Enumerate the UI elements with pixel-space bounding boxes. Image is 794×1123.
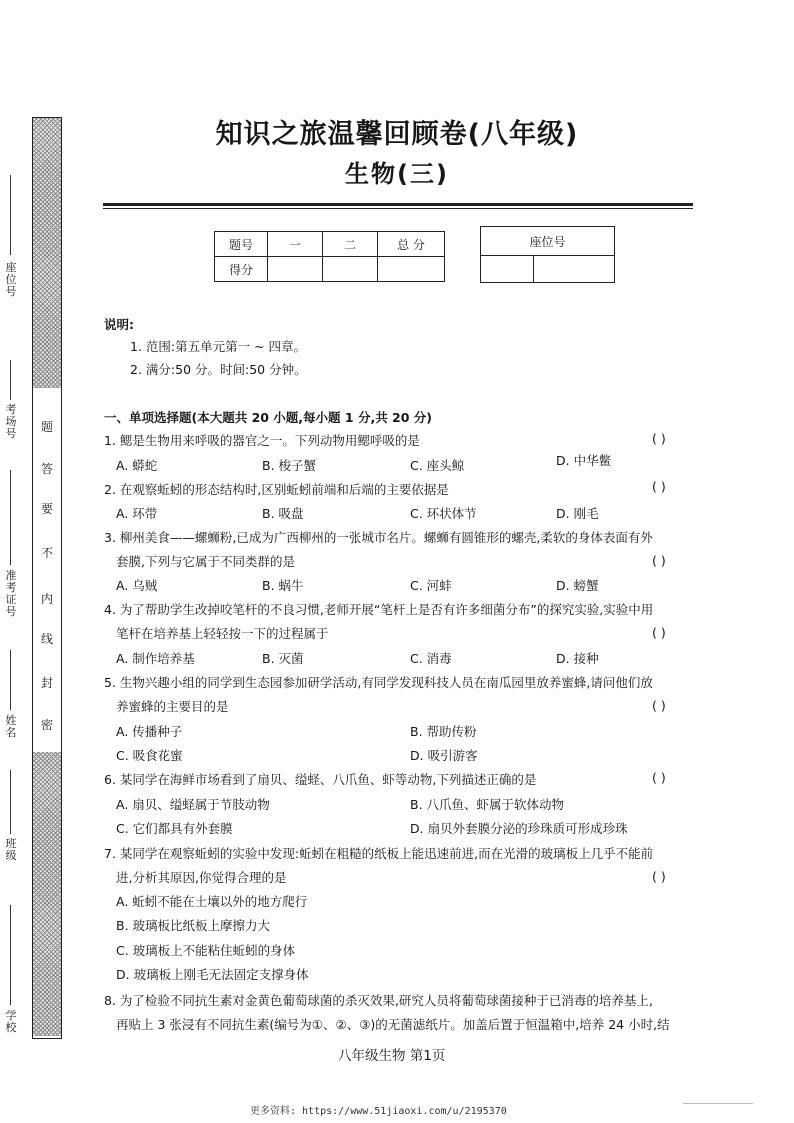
- question-stem: 5. 生物兴趣小组的同学到生态园参加研学活动,有同学发现科技人员在南瓜园里放养蜜蜂,请问他们放: [104, 675, 653, 690]
- question-stem: 3. 柳州美食——螺蛳粉,已成为广西柳州的一张城市名片。螺蛳有圆锥形的螺壳,柔软的身体表面有外: [104, 530, 653, 545]
- option: B. 玻璃板比纸板上摩擦力大: [116, 918, 271, 933]
- option: A. 蚯蚓不能在土壤以外的地方爬行: [116, 894, 308, 909]
- score-row-label: 得分: [215, 257, 268, 282]
- answer-paren[interactable]: ( ): [652, 625, 666, 640]
- question-stem: 4. 为了帮助学生改掉咬笔杆的不良习惯,老师开展“笔杆上是否有许多细菌分布”的探究实验,实验中用: [104, 602, 654, 617]
- seal-hatch-top: [33, 118, 61, 388]
- question-stem-cont: 养蜜蜂的主要目的是: [116, 699, 229, 714]
- school-line: [10, 905, 11, 1005]
- seal-char: 答: [40, 462, 53, 476]
- question-stem: 7. 某同学在观察蚯蚓的实验中发现:蚯蚓在粗糙的纸板上能迅速前进,而在光滑的玻璃板上几乎不能前: [104, 846, 654, 861]
- answer-paren[interactable]: ( ): [652, 770, 666, 785]
- instructions-heading: 说明:: [104, 317, 134, 332]
- option: C. 吸食花蜜: [116, 748, 183, 763]
- option: B. 吸盘: [262, 506, 304, 521]
- exam-subtitle: 生物(三): [345, 160, 449, 188]
- option: D. 螃蟹: [556, 578, 599, 593]
- option: C. 座头鲸: [410, 458, 465, 473]
- seat-number-label: 座位号: [5, 261, 17, 298]
- corner-mark: [683, 1103, 753, 1104]
- name-label: 姓名: [5, 714, 17, 739]
- score-header-cell: 题号: [215, 232, 268, 257]
- ticket-number-line: [10, 470, 11, 565]
- answer-paren[interactable]: ( ): [652, 869, 666, 884]
- option: D. 玻璃板上刚毛无法固定支撑身体: [116, 967, 309, 982]
- question-stem-cont: 套膜,下列与它属于不同类群的是: [116, 554, 295, 569]
- answer-paren[interactable]: ( ): [652, 698, 666, 713]
- class-line: [10, 770, 11, 834]
- option: C. 消毒: [410, 651, 452, 666]
- seal-char: 密: [40, 718, 53, 732]
- answer-paren[interactable]: ( ): [652, 553, 666, 568]
- seal-char: 线: [40, 632, 53, 646]
- school-label: 学校: [5, 1009, 17, 1034]
- seat-number-cell[interactable]: [534, 256, 615, 283]
- seat-number-line: [10, 175, 11, 255]
- seal-hatch-bottom: [33, 752, 61, 1036]
- score-table: [214, 231, 445, 282]
- score-header-cell: 一: [268, 232, 323, 257]
- option: D. 刚毛: [556, 506, 599, 521]
- exam-title: 知识之旅温馨回顾卷(八年级): [215, 119, 579, 150]
- option: A. 传播种子: [116, 724, 183, 739]
- section-heading: 一、单项选择题(本大题共 20 小题,每小题 1 分,共 20 分): [104, 410, 433, 425]
- class-label: 班级: [5, 837, 17, 862]
- answer-paren[interactable]: ( ): [652, 431, 666, 446]
- question-stem-cont: 笔杆在培养基上轻轻按一下的过程属于: [116, 626, 329, 641]
- option: C. 环状体节: [410, 506, 477, 521]
- option: A. 扇贝、缢蛏属于节肢动物: [116, 797, 270, 812]
- score-cell[interactable]: [323, 257, 378, 282]
- seat-number-cell[interactable]: [481, 256, 534, 283]
- ticket-number-label: 准考证号: [5, 569, 17, 618]
- seal-char: 不: [40, 546, 53, 560]
- question-stem: 8. 为了检验不同抗生素对金黄色葡萄球菌的杀灭效果,研究人员将葡萄球菌接种于已消毒的培养基上,: [104, 993, 653, 1008]
- option: A. 蟒蛇: [116, 458, 158, 473]
- score-cell[interactable]: [378, 257, 445, 282]
- option: B. 帮助传粉: [410, 724, 477, 739]
- header-rule-thin: [103, 208, 693, 209]
- seal-char: 题: [40, 420, 53, 434]
- question-stem: 6. 某同学在海鲜市场看到了扇贝、缢蛏、八爪鱼、虾等动物,下列描述正确的是: [104, 772, 537, 787]
- score-header-cell: 总 分: [378, 232, 445, 257]
- question-stem-cont: 进,分析其原因,你觉得合理的是: [116, 870, 287, 885]
- option: A. 环带: [116, 506, 158, 521]
- page-footer: 八年级生物 第1页: [338, 1048, 446, 1064]
- option: A. 乌贼: [116, 578, 158, 593]
- seat-number-box: [480, 226, 615, 283]
- instruction-item: 2. 满分:50 分。时间:50 分钟。: [130, 362, 307, 377]
- seat-number-title: 座位号: [481, 227, 615, 256]
- question-stem-cont: 再贴上 3 张浸有不同抗生素(编号为①、②、③)的无菌滤纸片。加盖后置于恒温箱中,培养 24 小时,结: [116, 1017, 670, 1032]
- option: B. 梭子蟹: [262, 458, 317, 473]
- option: D. 吸引游客: [410, 748, 478, 763]
- question-stem: 1. 鳃是生物用来呼吸的器官之一。下列动物用鳃呼吸的是: [104, 433, 420, 448]
- option: B. 灭菌: [262, 651, 304, 666]
- option: D. 接种: [556, 651, 599, 666]
- header-rule-thick: [103, 203, 693, 206]
- question-stem: 2. 在观察蚯蚓的形态结构时,区别蚯蚓前端和后端的主要依据是: [104, 482, 449, 497]
- seal-char: 内: [40, 592, 53, 606]
- score-header-cell: 二: [323, 232, 378, 257]
- option: D. 扇贝外套膜分泌的珍珠质可形成珍珠: [410, 821, 628, 836]
- option: C. 它们都具有外套膜: [116, 821, 233, 836]
- name-line: [10, 650, 11, 710]
- score-cell[interactable]: [268, 257, 323, 282]
- option: D. 中华鳖: [556, 453, 612, 468]
- option: A. 制作培养基: [116, 651, 195, 666]
- exam-room-line: [10, 360, 11, 400]
- option: C. 玻璃板上不能粘住蚯蚓的身体: [116, 943, 296, 958]
- option: C. 河蚌: [410, 578, 452, 593]
- source-link[interactable]: 更多资料: https://www.51jiaoxi.com/u/2195370: [250, 1106, 507, 1117]
- seal-char: 封: [40, 676, 53, 690]
- exam-room-label: 考场号: [5, 403, 17, 440]
- seal-char: 要: [40, 502, 53, 516]
- option: B. 八爪鱼、虾属于软体动物: [410, 797, 565, 812]
- answer-paren[interactable]: ( ): [652, 479, 666, 494]
- option: B. 蜗牛: [262, 578, 304, 593]
- instruction-item: 1. 范围:第五单元第一 ~ 四章。: [130, 339, 307, 354]
